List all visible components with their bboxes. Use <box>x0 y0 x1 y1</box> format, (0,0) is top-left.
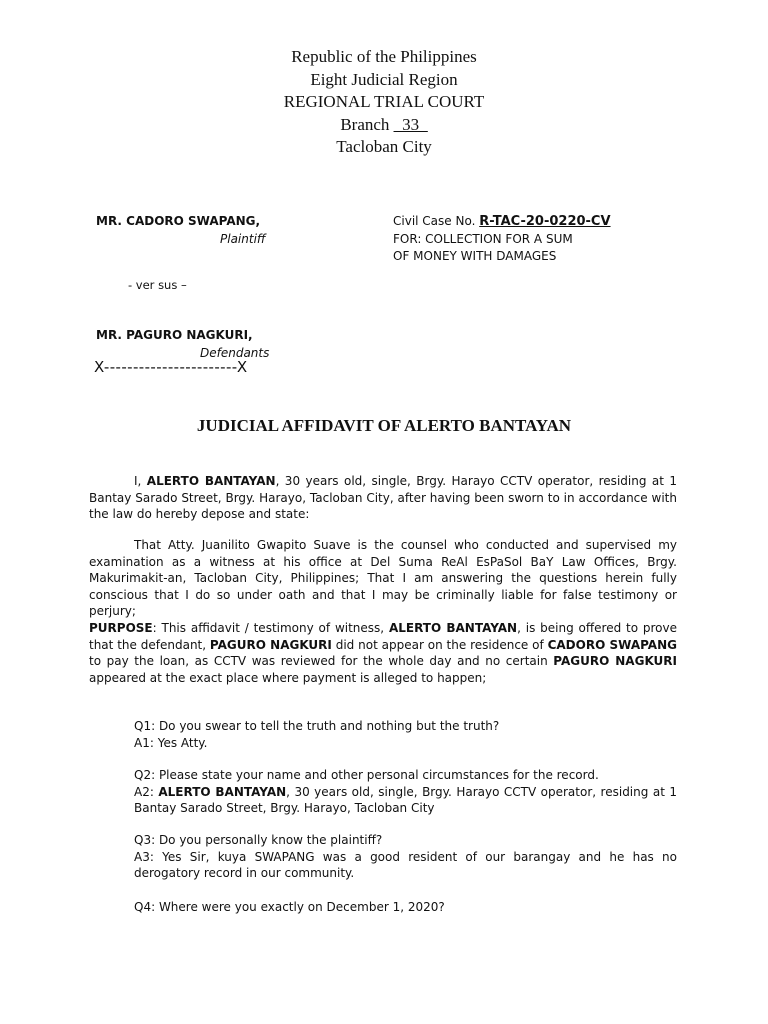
defendant-role: Defendants <box>200 346 270 360</box>
answer-2-name: ALERTO BANTAYAN <box>158 784 287 799</box>
case-for-line1: FOR: COLLECTION FOR A SUM <box>393 231 573 246</box>
question-3: Q3: Do you personally know the plaintiff? <box>134 833 383 847</box>
purpose-name-1: ALERTO BANTAYAN <box>388 621 518 635</box>
defendant-block <box>96 326 270 360</box>
purpose-name-3: CADORO SWAPANG <box>547 637 677 652</box>
qa-2 <box>134 767 677 817</box>
purpose-text-2: , is being offered to prove that the defendant, <box>89 621 678 652</box>
heading-branch <box>0 114 768 137</box>
answer-2-prefix: A2: <box>134 784 159 799</box>
question-4: Q4: Where were you exactly on December 1, 2020? <box>134 900 445 914</box>
intro-name: ALERTO BANTAYAN <box>146 474 276 488</box>
purpose-name-4: PAGURO NAGKURI <box>553 654 677 668</box>
purpose-text-3: did not appear on the residence of <box>331 637 548 652</box>
heading-city: Tacloban City <box>336 137 432 156</box>
qa-4 <box>134 899 677 916</box>
intro-paragraph <box>89 473 677 523</box>
question-1: Q1: Do you swear to tell the truth and nothing but the truth? <box>134 719 500 733</box>
heading-court: REGIONAL TRIAL COURT <box>283 92 485 111</box>
purpose-text-1: : This affidavit / testimony of witness, <box>152 621 389 635</box>
intro-rest: , 30 years old, single, Brgy. Harayo CCTV operator, residing at 1 Bantay Sarado Street, Brgy. Harayo, Tacloban City, after having been sworn to in accordance with the law do hereby depose and state: <box>89 474 678 521</box>
heading-republic: Republic of the Philippines <box>291 47 477 66</box>
defendant-name: MR. PAGURO NAGKURI, <box>96 328 253 342</box>
branch-label: Branch <box>340 114 394 134</box>
case-for-line2: OF MONEY WITH DAMAGES <box>393 249 557 263</box>
intro-prefix: I, <box>134 474 147 488</box>
case-number-label: Civil Case No. <box>393 214 480 228</box>
case-number-line <box>393 213 611 231</box>
answer-3: A3: Yes Sir, kuya SWAPANG was a good resident of our barangay and he has no derogatory record in our community. <box>134 849 677 880</box>
purpose-text-5: appeared at the exact place where payment is alleged to happen; <box>89 670 487 685</box>
purpose-paragraph <box>89 620 677 686</box>
affidavit-title: JUDICIAL AFFIDAVIT OF ALERTO BANTAYAN <box>196 416 572 435</box>
purpose-text-4: to pay the loan, as CCTV was reviewed for the whole day and no certain <box>89 654 554 668</box>
answer-2 <box>134 784 677 817</box>
court-heading <box>0 46 768 159</box>
answer-1: A1: Yes Atty. <box>134 735 208 750</box>
counsel-paragraph: That Atty. Juanilito Gwapito Suave is the counsel who conducted and supervised my examination as a witness at his office at Del Suma ReAl EsPaSol BaY Law Offices, Brgy. Makurimakit-an, Tacloban City, Philippines; That I am answering the questions herein fully conscious that I do so under oath and that I may be criminally liable for false testimony or perjury; <box>89 538 677 618</box>
branch-number: _33_ <box>393 114 428 134</box>
versus-text: - ver sus – <box>128 278 187 292</box>
case-details <box>393 213 611 266</box>
qa-3 <box>134 832 677 882</box>
caption-rule: X-----------------------X <box>94 358 248 376</box>
question-2: Q2: Please state your name and other personal circumstances for the record. <box>134 768 599 782</box>
purpose-label: PURPOSE <box>89 621 153 635</box>
answer-2-rest: , 30 years old, single, Brgy. Harayo CCTV operator, residing at 1 Bantay Sarado Street, Brgy. Harayo, Tacloban City <box>134 784 677 815</box>
case-number-value: R-TAC-20-0220-CV <box>479 214 611 229</box>
qa-1 <box>134 718 677 751</box>
plaintiff-name: MR. CADORO SWAPANG, <box>96 214 261 228</box>
purpose-name-2: PAGURO NAGKURI <box>209 637 332 652</box>
heading-region: Eight Judicial Region <box>310 69 458 89</box>
plaintiff-role: Plaintiff <box>220 232 266 246</box>
plaintiff-block <box>96 212 266 246</box>
